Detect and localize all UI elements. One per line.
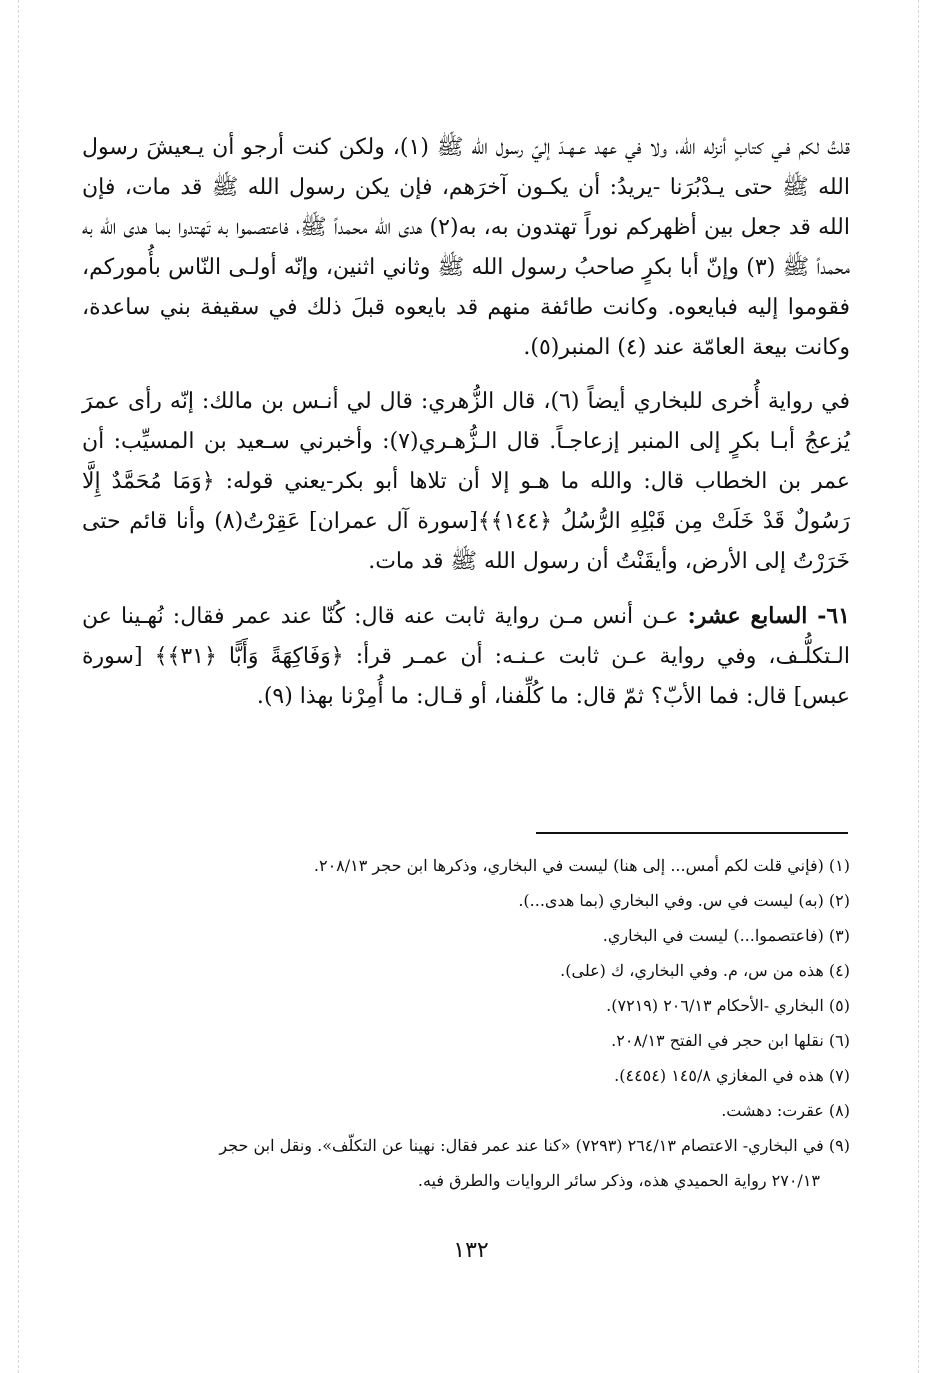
- scan-edge-right: [918, 0, 919, 1373]
- footnotes: [82, 848, 850, 1198]
- footnote-6: (٦) نقلها ابن حجر في الفتح ٢٠٨/١٣.: [611, 1031, 850, 1050]
- main-text: [82, 128, 850, 731]
- footnote-3: (٣) (فاعتصموا...) ليست في البخاري.: [602, 926, 850, 945]
- paragraph-2: في رواية أُخرى للبخاري أيضاً (٦)، قال الزُّهري: قال لي أنـس بن مالك: إنّه رأى عمرَ يُزعجُ أبـا بكرٍ إلى المنبر إزعاجـاً. قال الـزُّهـري(٧): وأخبرني سـعيد بن المسيِّب: أن عمر بن الخطاب قال: والله ما هـو إلا أن تلاها أبو بكر-يعني قوله: ﴿وَمَا مُحَمَّدٌ إِلَّا رَسُولٌ قَدْ خَلَتْ مِن قَبْلِهِ الرُّسُلُ ﴿١٤٤﴾﴾[سورة آل عمران] عَقِرْتُ(٨) وأنا قائم حتى خَرَرْتُ إلى الأرض، وأيقَنْتُ أن رسول الله ﷺ قد مات.: [82, 389, 851, 574]
- section-heading: ٦١- السابع عشر:: [687, 603, 850, 629]
- footnote-4: (٤) هذه من س، م. وفي البخاري، ك (على).: [560, 961, 850, 980]
- page-number: ١٣٢: [453, 1238, 489, 1263]
- scan-edge-left: [18, 0, 19, 1373]
- footnote-7: (٧) هذه في المغازي ١٤٥/٨ (٤٤٥٤).: [614, 1066, 850, 1085]
- paragraph-1: قلتُ لكم فـي كتابٍ أنزله الله، ولا في عهد عـهـدَ إليّ رسول الله ﷺ (١)، ولكن كنت أرجو أن يـعيشَ رسول الله ﷺ حتى يـدْبُرَنا -يريدُ: أن يكـون آخرَهم، فإن يكن رسول الله ﷺ قد مات، فإن الله قد جعل بين أظهركم نوراً تهتدون به، به(٢) هدى الله محمداً ﷺ، فاعتصموا به تَهتدوا بما هدى الله به محمداً ﷺ (٣) وإنّ أبا بكرٍ صاحبُ رسول الله ﷺ وثاني اثنين، وإنّه أولـى النّاس بأُموركم، فقوموا إليه فبايعوه. وكانت طائفة منهم قد بايعوه قبلَ ذلك في سقيفة بني ساعدة، وكانت بيعة العامّة عند (٤) المنبر(٥).: [82, 135, 850, 360]
- footnote-5: (٥) البخاري -الأحكام ٢٠٦/١٣ (٧٢١٩).: [606, 996, 850, 1015]
- footnote-9-continuation: ٢٧٠/١٣ رواية الحميدي هذه، وذكر سائر الروايات والطرق فيه.: [417, 1171, 820, 1190]
- footnote-8: (٨) عقرت: دهشت.: [721, 1101, 850, 1120]
- footnote-1: (١) (فإني قلت لكم أمس... إلى هنا) ليست في البخاري، وذكرها ابن حجر ٢٠٨/١٣.: [313, 856, 850, 875]
- section-text: عـن أنس مـن رواية ثابت عنه قال: كُنّا عند عمر فقال: نُهـينا عن الـتكلُّـف، وفي رواية عـن ثابت عـنـه: أن عمـر قرأ: ﴿وَفَاكِهَةً وَأَبًّا ﴿٣١﴾﴾ [سورة عبس] قال: فما الأبّ؟ ثمّ قال: ما كُلِّفنا، أو قـال: ما أُمِرْنا بهذا (٩).: [82, 604, 850, 709]
- footnote-2: (٢) (به) ليست في س. وفي البخاري (بما هدى...).: [518, 891, 850, 910]
- footnote-separator: [536, 832, 848, 834]
- footnote-9: (٩) في البخاري- الاعتصام ٢٦٤/١٣ (٧٢٩٣) «كنا عند عمر فقال: نهينا عن التكلّف». ونقل ابن حجر: [219, 1136, 850, 1155]
- paragraph-3: [82, 596, 850, 717]
